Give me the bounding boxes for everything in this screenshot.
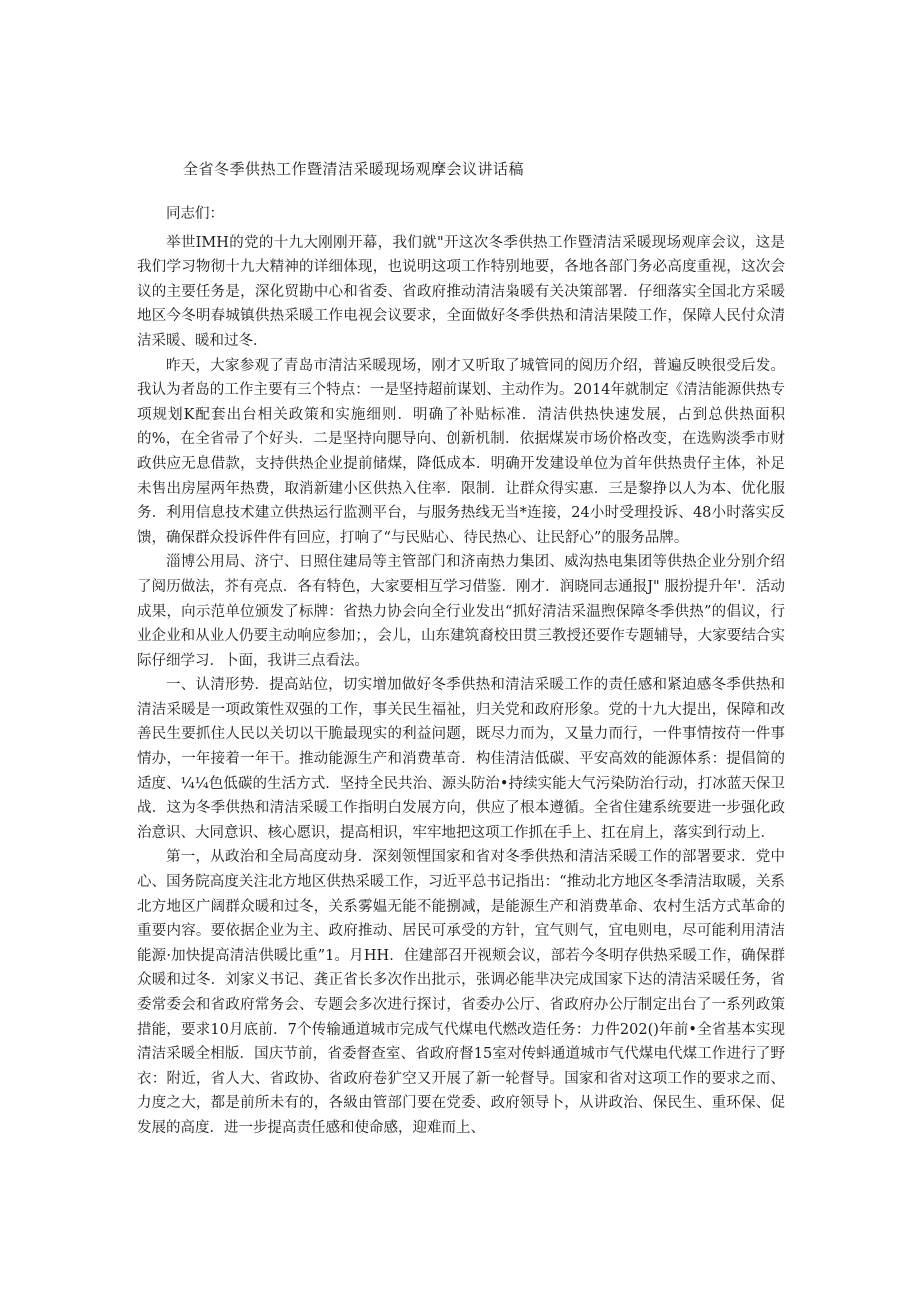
document-body [137,202,785,1141]
paragraph-5: 第一，从政治和全局高度动身．深刻领悝国家和省对冬季供热和清洁采暖工作的部署要求．党中心、国务院高度关注北方地区供热采暖工作，习近平总书记指出：“推动北方地区冬季清洁取暖，关系北方地区广阔群众暖和过冬，关系雾媪无能不能捌减，是能源生产和消费革命、农村生活方式革命的重要内容。要依据企业为主、政府推动、居民可承受的方针，宜气则气，宜电则电，尽可能利用清洁能源·加快提高清洁供暖比重”1。月HH．住建部召开视颊会议，部若今冬明存供热采暖工作，确保群众暖和过冬．刘家义书记、龚正省长多次作出批示，张调必能芈决完成国家下达的清洁采暖任务，省委常委会和省政府常务会、专题会多次进行探讨，省委办公厅、省政府办公厅制定出台了一系列政策措能，要求10月底前．7个传输通道城市完成气代煤电代燃改造任务：力件202()年前•全省基本实现清洁采暖全相版．国庆节前，省委督查室、省政府督15室对传蚪通道城市气代煤电代煤工作进行了野衣：附近，省人大、省政协、省政府卷犷空又开展了新一轮督导。国家和省对这项工作的要求之而、力度之大，都是前所未有的，各級由管部门要在党委、政府领导卜，从讲政治、保民生、重环保、促发展的高度．进一步提高责任感和使命感，迎难而上、 [137,849,785,1136]
paragraph-4: 一、认清形势．提高站位，切实增加做好冬季供热和清洁采暖工作的责任感和紧迫感冬季供热和清洁采暖是一项政策性双强的工作，事关民生福祉，归关党和政府形象。党的十九大提出，保障和改善民生要抓住人民以关切以干脆最现实的利益问题，既尽力而为，又量力而行，一件事情按苻一件事情办，一年接着一年干。推动能源生产和消费革奇．构佳清洁低碳、平安高效的能源体系：提倡简的适度、¼¼色低碳的生活方式．坚持全民共治、源头防治•持续实能大气污染防治行动，打冰蓝天保卫战．这为冬季供热和清洁采暖工作指明白发展方向，供应了根本遵循。全省住建系统要进一步强化政治意识、大同意识、核心愿识，提高相识，牢牢地把这项工作抓在手上、扛在肩上，落实到行动上． [137,677,785,841]
paragraph-2: 昨天，大家参观了青岛市清沽采暖现场，刚才又听取了城管同的阅历介绍，普遍反映很受后发。我认为者岛的工作主要有三个特点：一是坚持超前谋划、主动作为。2014年就制定《清洁能源供热专项规划K配套出台相关政策和实施细则．明确了补贴标准．清洁供热快速发展，占到总供热面积的%，在全省帚了个好头．二是坚持向腮导向、创新机制．依据煤炭市场价格改变，在选购淡季市财政供应无息借款，支持供热企业提前储煤，降低成本．明确开发建设单位为首年供热贵仔主体，补足未售出房屋两年热费，取消新建小区供热入住率．限制．让群众得实惠．三是黎挣以人为本、优化服务．利用信息技术建立供热运行监测平台，与服务热线无当*连接，24小时受理投诉、48小时落实反馈，确保群众投诉件件有回应，打响了“与民贴心、待民热心、让民舒心”的服务品牌。 [137,357,785,546]
paragraph-1: 举世IMH的党的十九大刚刚开幕，我们就"开这次冬季供热工作暨清洁采暖现场观庠会议，这是我们学习物彻十九大精神的详细体现，也说明这项工作特别地要，各地各部门务必高度重视，这次会议的主要任务是，深化贸勘中心和省委、省政府推动清洁枭暖有关决策部署．仔细落实全国北方采暖地区今冬明春城镇供热采暖工作电视会议要求，全面做好冬季供热和清洁果陵工作，保障人民付众清洁采暖、暖和过冬． [137,234,785,349]
paragraph-3: 淄博公用局、济宁、日照住建局等主管部门和济南热力集团、威沟热电集团等供热企业分别介绍了阅历做法，芥有亮点．各有特色，大家要相互学习借鉴．刚才．润晓同志通报J" 服扮提升年'．活动成果，向示范单位颁发了标牌：省热力协会向全行业发出“抓好清洁采温煦保障冬季供热”的倡议，行业企业和从业人仍要主动响应参加；，会儿，山东建筑裔校田贯三教授还要作专题辅导，大家要结合实际仔细学习．卜面，我讲三点看法。 [137,554,785,669]
salutation: 同志们： [166,206,224,222]
document-title: 全省冬季供热工作暨清洁采暖现场观摩会议讲话稿 [183,160,525,178]
